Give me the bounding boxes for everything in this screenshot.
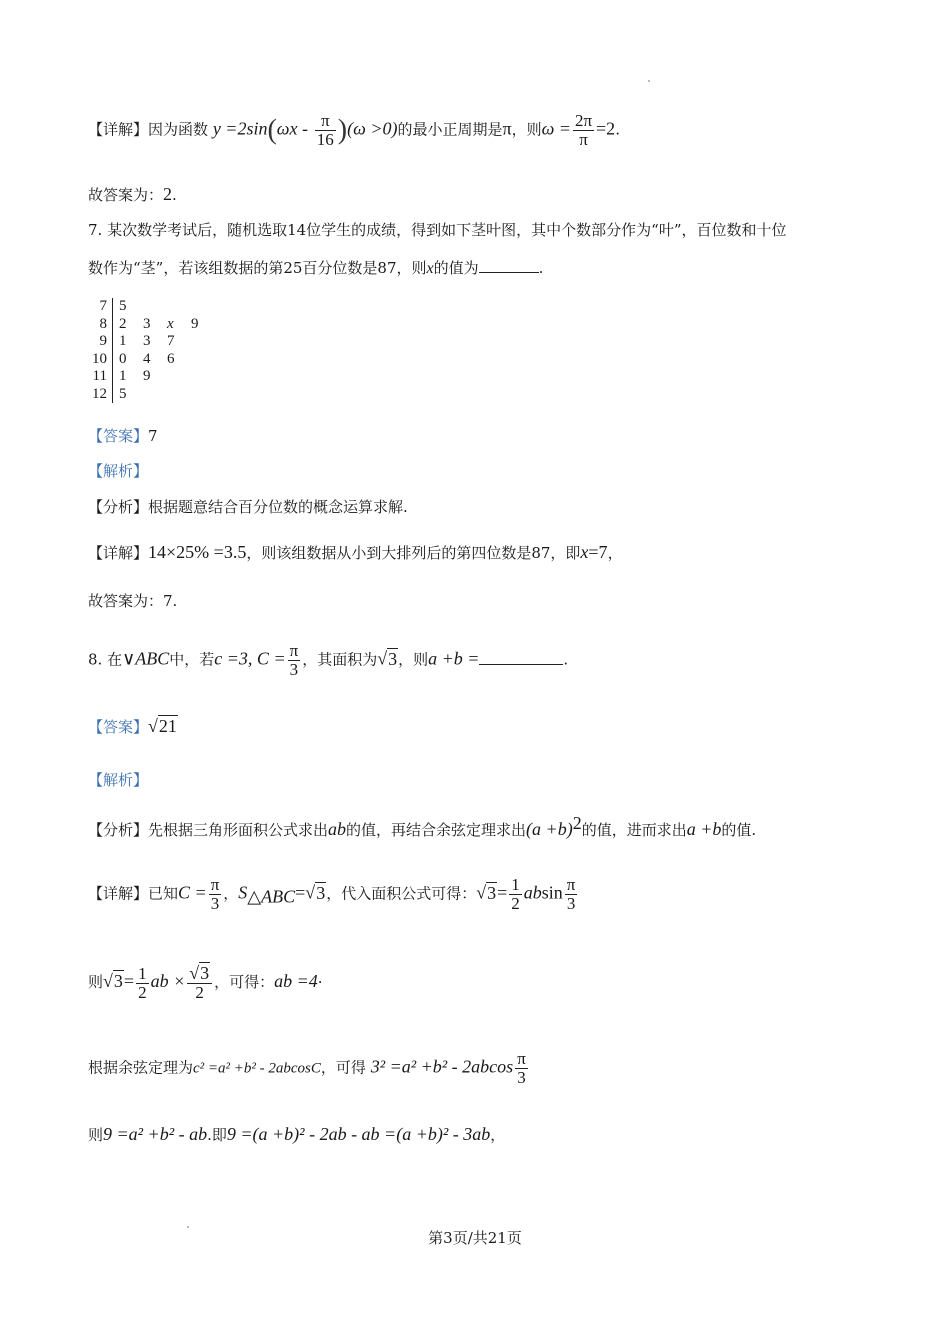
q7-detail-line: 【详解】14×25% =3.5，则该组数据从小到大排列后的第四位数是87，即x=7， <box>88 542 623 562</box>
leaf: 1 <box>119 333 127 349</box>
leaf: 4 <box>143 350 151 367</box>
q6-answer-line: 故答案为：2. <box>88 184 177 204</box>
answer-tag: 【答案】 <box>88 427 149 445</box>
leaf: 7 <box>167 333 175 349</box>
stem-row <box>88 368 219 386</box>
leaf-values <box>113 333 220 351</box>
stem-row <box>88 351 219 369</box>
answer-blank <box>479 258 539 273</box>
answer-blank <box>479 650 563 665</box>
stem-value: 10 <box>88 351 113 369</box>
leaf-values <box>113 298 220 316</box>
q7-fenxi-line: 【分析】根据题意结合百分位数的概念运算求解. <box>88 498 408 516</box>
leaf: 3 <box>143 333 151 349</box>
q6-detail-line: 【详解】因为函数 y =2sin(ωx - $\frac{\pi}{16}$ )(ω >0)的最小正周期是π，则ω = $\frac{2\pi}{\pi}$ =2. <box>88 111 620 149</box>
leaf: 9 <box>191 315 199 332</box>
q7-question-line2: 数作为“茎”，若该组数据的第25百分位数是87，则x的值为 . <box>88 259 544 277</box>
q8-fenxi-line: 【分析】先根据三角形面积公式求出ab的值，再结合余弦定理求出$(a +b)^2$的值，进而求出a +b的值. <box>88 813 757 839</box>
leaf: x <box>167 315 174 332</box>
sqrt-21: √21 <box>148 716 177 736</box>
stem-row <box>88 316 219 334</box>
period-value: π <box>502 118 512 139</box>
fraction-pi-16: $\frac{\pi}{16}$ <box>316 111 334 149</box>
stem-leaf-plot <box>88 298 219 403</box>
detail-text: 因为函数 <box>148 120 209 139</box>
leaf: 5 <box>119 385 127 402</box>
leaf: 6 <box>167 350 175 367</box>
function-lhs: y =2sin <box>212 118 268 139</box>
stem-value: 9 <box>88 333 113 351</box>
jiexi-tag: 【解析】 <box>88 462 149 480</box>
q8-answer-line: 【答案】√21 <box>88 716 177 736</box>
q7-final-line: 故答案为：7. <box>88 592 178 610</box>
leaf-values <box>113 316 220 334</box>
stem-value: 11 <box>88 368 113 386</box>
stem-row <box>88 333 219 351</box>
sqrt-3: √3 <box>377 648 398 669</box>
leaf: 3 <box>143 315 151 332</box>
fraction-pi-3: $\frac{\pi}{3}$ <box>289 641 299 679</box>
q7-answer-line: 【答案】7 <box>88 427 158 445</box>
omega-condition: (ω >0) <box>347 118 398 139</box>
leaf-values <box>113 351 220 369</box>
leaf: 0 <box>119 350 127 367</box>
stem-value: 8 <box>88 316 113 334</box>
leaf-values <box>113 368 220 386</box>
q7-jiexi-line <box>88 461 148 481</box>
q8-detail-line: 【详解】已知C = $\frac{\pi}{3}$ ，$S_{\triangle ABC}=√3$，代入面积公式可得：√3= $\frac{1}{2}$ absin $\frac{\pi}{3}$ <box>88 875 576 913</box>
speck <box>187 1226 189 1228</box>
q8-jiexi-line: 【解析】 <box>88 771 149 789</box>
stem-value: 12 <box>88 386 113 404</box>
stem-row <box>88 298 219 316</box>
leaf: 9 <box>143 368 151 384</box>
q7-question-line1: 7. 某次数学考试后，随机选取14位学生的成绩，得到如下茎叶图，其中个数部分作为“叶”，百位数和十位 <box>88 221 787 239</box>
page-footer: 第3页/共21页 <box>428 1229 522 1247</box>
fraction-omega: $\frac{2\pi}{\pi}$ <box>574 111 593 149</box>
q8-line4: 则9 =a² +b² - ab.即9 =(a +b)² - 2ab - ab =(a +b)² - 3ab， <box>88 1124 506 1144</box>
leaf: 2 <box>119 315 127 332</box>
stem-row <box>88 386 219 404</box>
q8-line3: 根据余弦定理为c² =a² +b² - 2abcosC，可得 3² =a² +b² - 2abcos $\frac{\pi}{3}$ <box>88 1049 526 1087</box>
leaf: 1 <box>119 368 127 384</box>
q8-question-line: 8. 在∨ABC中，若c =3, C = $\frac{\pi}{3}$ ，其面积为√3，则a +b = . <box>88 641 569 679</box>
speck <box>648 80 650 82</box>
function-arg: ωx - <box>276 118 308 139</box>
q8-line2: 则√3= $\frac{1}{2}$ ab × $\frac{√3}{2}$ ，可得：ab =4· <box>88 963 323 1002</box>
leaf-values <box>113 386 220 404</box>
stem-value: 7 <box>88 298 113 316</box>
leaf: 5 <box>119 298 127 314</box>
detail-tag: 【详解】 <box>88 120 149 139</box>
